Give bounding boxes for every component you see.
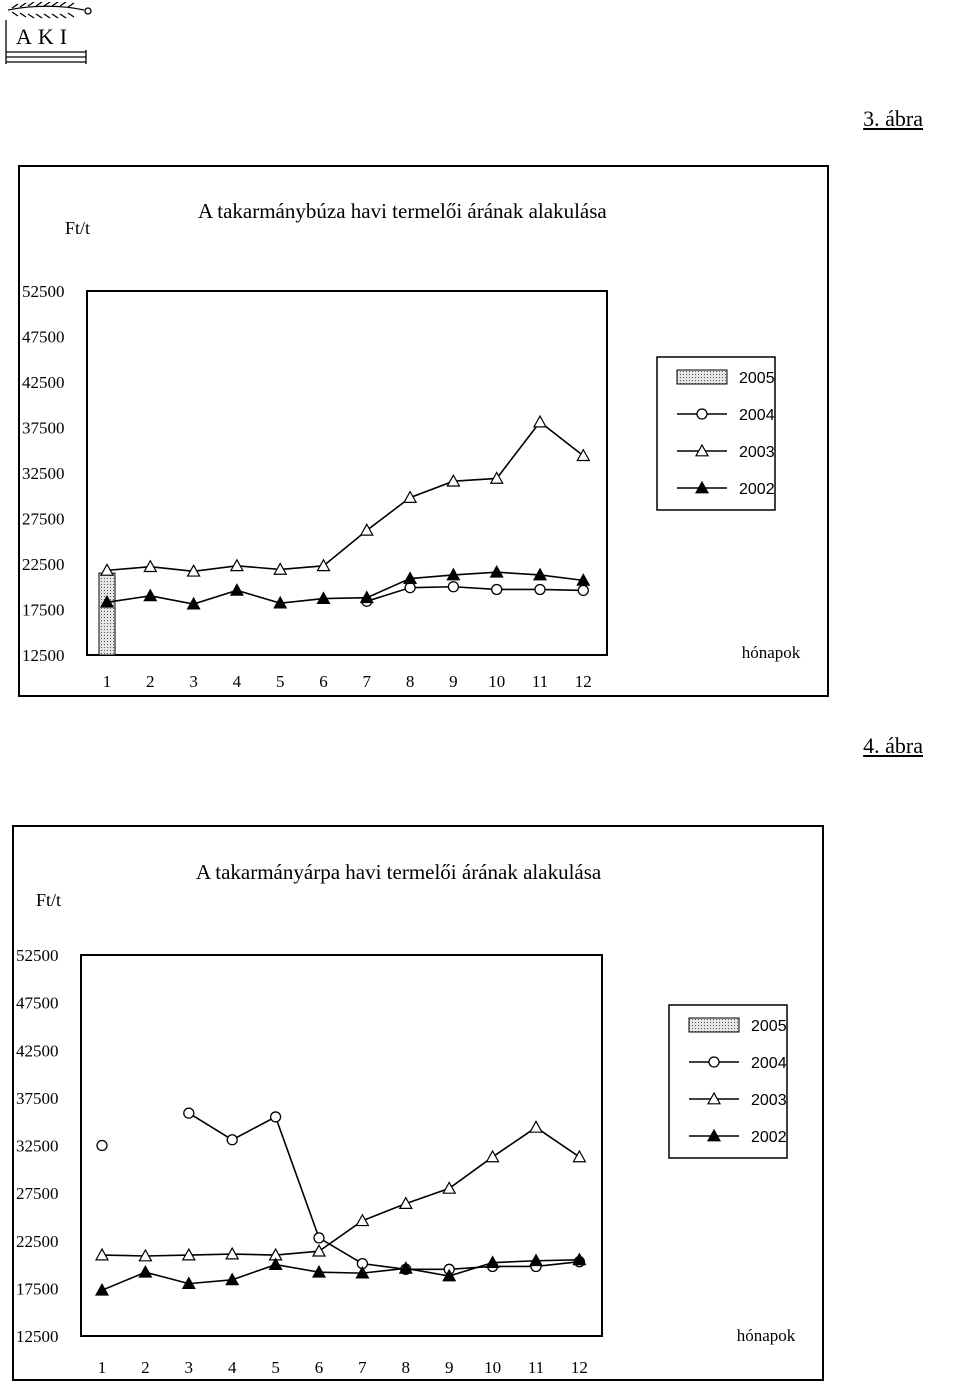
x-tick-label: 8 — [401, 1358, 411, 1377]
legend-label: 2003 — [739, 444, 775, 461]
x-tick-label: 6 — [314, 1358, 324, 1377]
data-point — [144, 590, 156, 601]
data-point — [231, 560, 243, 571]
bar — [99, 573, 115, 655]
data-point — [144, 561, 156, 572]
series-line — [107, 422, 583, 571]
data-point — [314, 1233, 324, 1243]
x-tick-label: 10 — [484, 1358, 502, 1377]
series-2003 — [96, 1121, 585, 1260]
x-tick-label: 5 — [271, 1358, 280, 1377]
plot-frame — [81, 955, 602, 1336]
x-tick-label: 4 — [232, 672, 242, 691]
y-tick-label: 47500 — [16, 993, 59, 1013]
figure-3-label: 3. ábra — [863, 106, 923, 131]
x-tick-label: 2 — [141, 1358, 150, 1377]
series-2002 — [101, 566, 589, 609]
series-2003 — [101, 416, 589, 576]
x-tick-label: 8 — [405, 672, 415, 691]
legend-label: 2002 — [739, 481, 775, 498]
chart-title: A takarmánybúza havi termelői árának alakulása — [198, 199, 607, 223]
series-2004 — [97, 1108, 584, 1274]
y-tick-label: 37500 — [16, 1088, 59, 1108]
y-tick-label: 32500 — [22, 464, 65, 483]
y-tick-label: 22500 — [22, 555, 65, 574]
x-tick-label: 1 — [102, 672, 112, 691]
x-tick-label: 10 — [488, 672, 506, 691]
data-point — [487, 1151, 499, 1162]
data-point — [530, 1121, 542, 1132]
x-tick-label: 7 — [358, 1358, 367, 1377]
y-tick-label: 12500 — [16, 1327, 59, 1346]
data-point — [492, 584, 502, 594]
data-point — [356, 1215, 368, 1226]
x-tick-label: 5 — [275, 672, 285, 691]
series-line — [107, 572, 583, 604]
legend-label: 2004 — [751, 1055, 787, 1072]
data-point — [578, 585, 588, 595]
legend-marker — [709, 1057, 719, 1067]
y-axis-label: Ft/t — [36, 890, 62, 910]
x-tick-label: 7 — [362, 672, 372, 691]
data-point — [96, 1284, 108, 1295]
y-tick-label: 37500 — [22, 418, 65, 438]
y-tick-label: 22500 — [16, 1231, 59, 1251]
data-point — [313, 1245, 325, 1256]
data-point — [97, 1141, 107, 1151]
aki-logo — [2, 2, 94, 66]
data-point — [226, 1274, 238, 1285]
y-tick-label: 42500 — [16, 1041, 59, 1061]
data-point — [184, 1108, 194, 1118]
data-point — [443, 1182, 455, 1193]
data-point — [535, 584, 545, 594]
legend-label: 2005 — [751, 1018, 787, 1035]
data-point — [573, 1151, 585, 1162]
data-point — [534, 416, 546, 427]
plot-frame — [87, 291, 607, 655]
y-tick-label: 32500 — [16, 1136, 59, 1156]
series-2002 — [96, 1254, 585, 1295]
data-point — [448, 582, 458, 592]
series-line — [189, 1113, 580, 1269]
x-tick-label: 4 — [227, 1358, 237, 1377]
x-tick-label: 9 — [444, 1358, 454, 1377]
figure-4-label: 4. ábra — [863, 733, 923, 758]
legend-swatch — [677, 370, 727, 384]
legend-swatch — [689, 1018, 739, 1032]
y-tick-label: 52500 — [22, 282, 65, 301]
series-line — [102, 1127, 579, 1256]
data-point — [271, 1112, 281, 1122]
x-tick-label: 3 — [189, 672, 198, 691]
series-line — [102, 1260, 579, 1290]
data-point — [361, 524, 373, 535]
data-point — [491, 566, 503, 577]
data-point — [405, 583, 415, 593]
y-tick-label: 52500 — [16, 946, 59, 965]
x-tick-label: 3 — [184, 1358, 194, 1377]
y-tick-label: 47500 — [22, 327, 65, 347]
data-point — [404, 492, 416, 503]
x-tick-label: 12 — [574, 672, 592, 691]
y-tick-label: 17500 — [16, 1279, 59, 1299]
legend — [657, 357, 775, 510]
y-tick-label: 17500 — [22, 600, 65, 620]
chart-title: A takarmányárpa havi termelői árának alakulása — [196, 860, 602, 884]
data-point — [231, 584, 243, 595]
y-tick-label: 42500 — [22, 373, 65, 392]
x-tick-label: 12 — [570, 1358, 588, 1377]
x-tick-label: 9 — [449, 672, 458, 691]
data-point — [577, 450, 589, 461]
legend-label: 2004 — [739, 407, 775, 424]
barley-price-chart — [12, 825, 824, 1381]
data-point — [139, 1266, 151, 1277]
x-tick-label: 2 — [146, 672, 155, 691]
data-point — [227, 1135, 237, 1145]
x-tick-label: 6 — [319, 672, 328, 691]
y-axis-label: Ft/t — [65, 218, 91, 238]
legend-label: 2003 — [751, 1092, 787, 1109]
y-tick-label: 12500 — [22, 646, 65, 665]
legend-label: 2002 — [751, 1129, 787, 1146]
y-tick-label: 27500 — [22, 509, 65, 529]
legend-marker — [697, 409, 707, 419]
wheat-price-chart — [18, 165, 829, 697]
x-tick-label: 11 — [531, 672, 549, 691]
series-line — [367, 587, 584, 602]
x-axis-label: hónapok — [741, 643, 801, 662]
series-2005 — [99, 573, 115, 655]
x-tick-label: 11 — [527, 1358, 545, 1377]
legend — [669, 1005, 787, 1158]
data-point — [400, 1198, 412, 1209]
x-axis-label: hónapok — [736, 1326, 796, 1345]
legend-label: 2005 — [739, 370, 775, 387]
x-tick-label: 1 — [97, 1358, 107, 1377]
logo-text: AKI — [16, 24, 74, 49]
y-tick-label: 27500 — [16, 1184, 59, 1204]
